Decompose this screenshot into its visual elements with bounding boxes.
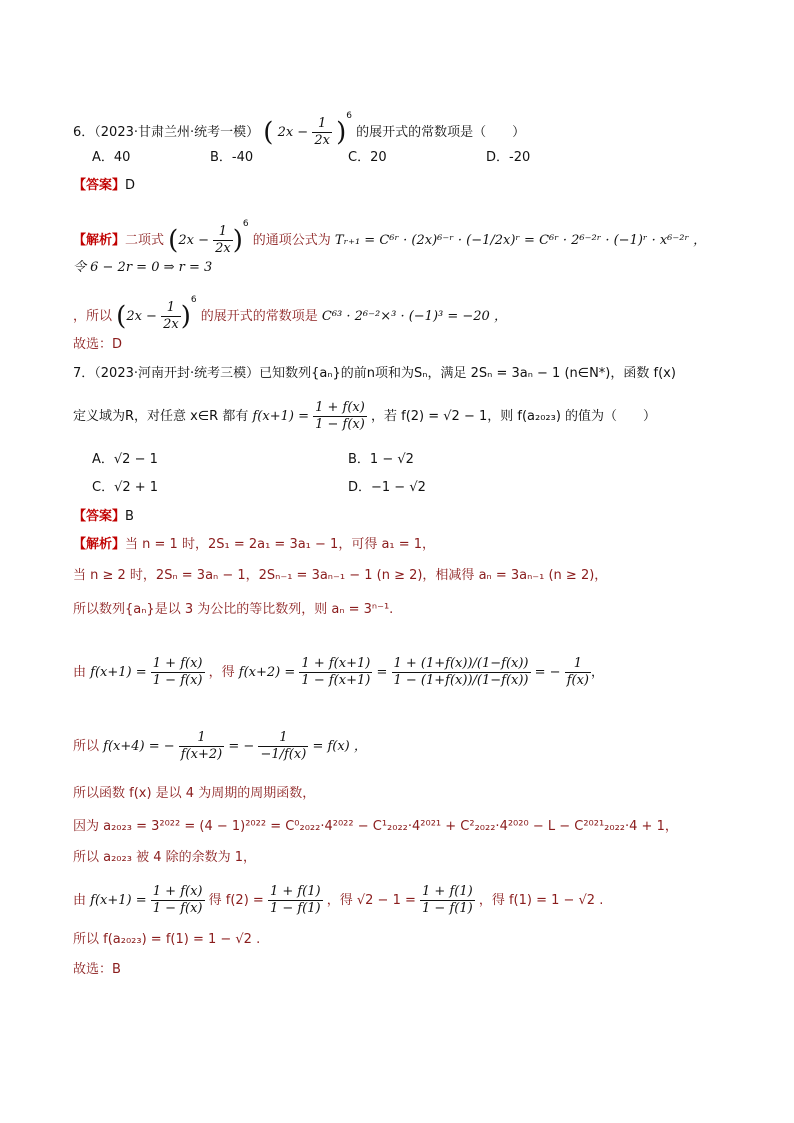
analysis-text: ，所以 xyxy=(73,309,113,324)
analysis-formula: = f(x) ， xyxy=(312,739,367,754)
q7-frac xyxy=(313,400,367,433)
q7-analysis-9 xyxy=(73,884,603,917)
q6-analysis-2 xyxy=(73,258,212,278)
frac-den: 2x xyxy=(314,133,330,148)
analysis-formula: f(x+1) = xyxy=(90,665,147,680)
frac-den: 1 − f(x+1) xyxy=(301,673,371,688)
frac-den: f(x+2) xyxy=(180,747,223,762)
q7-frac-d xyxy=(565,656,591,689)
exp: 6 xyxy=(190,295,197,305)
q6-option-a: A．40 xyxy=(92,150,131,165)
q7-analysis-4: 由 f(x+1) = $\frac{1 + f(x)}{1 - f(x)}$ ，得 f(x+2) = $\frac{1 + f(x+1)}{1 - f(x+1)}$ = $\frac{1 + (1+f(x))/(1-f(x))}{1 - (1+f(x))/(1-f(x))}$ = − $\frac{1}{f(x)}$ ， xyxy=(73,656,605,688)
analysis-text: 当 n = 1 时，2S₁ = 2a₁ = 3a₁ − 1，可得 a₁ = 1， xyxy=(125,537,436,552)
frac-num: 1 + (1+f(x))/(1−f(x)) xyxy=(393,656,529,671)
frac-den: 1 − (1+f(x))/(1−f(x)) xyxy=(393,673,529,688)
analysis-formula: = − xyxy=(534,665,561,680)
analysis-text: 二项式 xyxy=(125,233,165,248)
paren-close: ) xyxy=(180,301,191,332)
q6-frac xyxy=(312,116,332,149)
frac-den: 2x xyxy=(215,241,231,256)
q6-conclusion: 故选：D xyxy=(73,337,123,352)
frac-den: f(x) xyxy=(566,673,589,688)
analysis-text: ，得 f(1) = 1 − √2 . xyxy=(478,893,604,908)
analysis-text: ，得 xyxy=(208,665,235,680)
q6-frac-2 xyxy=(213,224,233,257)
q7-analysis-10: 所以 f(a₂₀₂₃) = f(1) = 1 − √2 . xyxy=(73,932,261,947)
q7-option-a: A．√2 − 1 xyxy=(92,452,158,467)
stem-text: 定义域为R，对任意 x∈R 都有 xyxy=(73,409,249,424)
q7-frac-c xyxy=(392,656,531,689)
q7-frac-i xyxy=(420,884,475,917)
analysis-text: 得 f(2) = xyxy=(208,893,264,908)
analysis-formula: Tᵣ₊₁ = C⁶ʳ · (2x)⁶⁻ʳ · (−1/2x)ʳ = C⁶ʳ · 2⁶⁻²ʳ · (−1)ʳ · x⁶⁻²ʳ ， xyxy=(334,233,707,248)
q7-analysis-8: 所以 a₂₀₂₃ 被 4 除的余数为 1， xyxy=(73,850,257,865)
q7-analysis-1 xyxy=(73,535,435,555)
analysis-text: 所以 xyxy=(73,739,100,754)
exp: 6 xyxy=(242,219,249,229)
q7-analysis-2: 当 n ≥ 2 时，2Sₙ = 3aₙ − 1，2Sₙ₋₁ = 3aₙ₋₁ − 1 (n ≥ 2)，相减得 aₙ = 3aₙ₋₁ (n ≥ 2)， xyxy=(73,568,608,583)
analysis-formula: f(x+4) = − xyxy=(103,739,175,754)
q7-frac-g xyxy=(151,884,205,917)
q6-stem xyxy=(73,106,525,149)
frac-num: 1 xyxy=(179,730,224,747)
frac-num: 1 xyxy=(312,116,332,133)
frac-num: 1 + f(x) xyxy=(152,656,203,671)
q7-frac-e xyxy=(179,730,224,763)
analysis-formula: f(x+1) = xyxy=(90,893,147,908)
frac-num: 1 + f(1) xyxy=(269,884,321,899)
q7-frac-b xyxy=(299,656,372,689)
frac-num: 1 + f(1) xyxy=(422,884,473,899)
frac-den: 1 − f(1) xyxy=(422,901,473,916)
frac-den: 1 − f(x) xyxy=(152,673,203,688)
expr-a: 2x − xyxy=(178,233,209,248)
q7-stem-2 xyxy=(73,400,656,433)
expr-a: 2x − xyxy=(126,309,157,324)
analysis-text: ，得 √2 − 1 = xyxy=(326,893,416,908)
analysis-formula: C⁶³ · 2⁶⁻²×³ · (−1)³ = −20 ， xyxy=(321,309,507,324)
frac-num: 1 + f(x+1) xyxy=(301,656,371,671)
q6-stem-suffix: 的展开式的常数项是（ ） xyxy=(356,125,526,140)
stem-eq: f(x+1) = xyxy=(252,409,309,424)
frac-num: 1 xyxy=(161,300,181,317)
q6-answer xyxy=(73,176,135,196)
paren-open: ( xyxy=(263,117,274,148)
answer-label: 【答案】 xyxy=(73,178,126,193)
frac-num: 1 xyxy=(565,656,591,673)
q7-option-b: B．1 − √2 xyxy=(348,452,414,467)
q7-frac-f xyxy=(258,730,308,763)
q7-option-d: D．−1 − √2 xyxy=(348,480,426,495)
analysis-label: 【解析】 xyxy=(73,537,126,552)
analysis-label: 【解析】 xyxy=(73,233,126,248)
q6-frac-3 xyxy=(161,300,181,333)
analysis-formula: f(x+2) = xyxy=(238,665,296,680)
q7-frac-h xyxy=(268,884,323,917)
q6-stem-prefix: 6．（2023·甘肃兰州·统考一模） xyxy=(73,125,260,140)
analysis-formula: = − xyxy=(228,739,255,754)
frac-den: 1 − f(1) xyxy=(269,901,321,916)
paren-open: ( xyxy=(116,301,127,332)
frac-den: 2x xyxy=(163,317,179,332)
q7-answer xyxy=(73,507,134,527)
q7-analysis-5 xyxy=(73,730,367,763)
analysis-text: 的通项公式为 xyxy=(252,233,331,248)
frac-num: 1 + f(x) xyxy=(152,884,203,899)
frac-den: 1 − f(x) xyxy=(152,901,203,916)
q6-option-c: C．20 xyxy=(348,150,387,165)
analysis-formula: 令 6 − 2r = 0 ⇒ r = 3 xyxy=(73,260,213,275)
frac-num: 1 + f(x) xyxy=(315,400,365,415)
q7-frac-a xyxy=(151,656,205,689)
q6-option-d: D．-20 xyxy=(486,150,531,165)
q7-analysis-3: 所以数列{aₙ}是以 3 为公比的等比数列，则 aₙ = 3ⁿ⁻¹. xyxy=(73,602,394,617)
q7-conclusion: 故选：B xyxy=(73,962,121,977)
answer-label: 【答案】 xyxy=(73,509,126,524)
frac-num: 1 xyxy=(213,224,233,241)
paren-close: ) xyxy=(232,225,243,256)
paren-close: ) xyxy=(336,117,347,148)
analysis-text: 的展开式的常数项是 xyxy=(200,309,318,324)
frac-num: 1 xyxy=(258,730,308,747)
analysis-text: 由 xyxy=(73,893,87,908)
q6-analysis-1 xyxy=(73,214,706,257)
q6-expr-a: 2x − xyxy=(277,125,309,140)
answer-value: B xyxy=(125,509,134,524)
q6-exp: 6 xyxy=(346,111,352,121)
q6-option-b: B．-40 xyxy=(210,150,254,165)
frac-den: 1 − f(x) xyxy=(315,417,365,432)
q7-stem-1: 7．（2023·河南开封·统考三模）已知数列{aₙ}的前n项和为Sₙ，满足 2Sₙ = 3aₙ − 1 (n∈N*)，函数 f(x) xyxy=(73,366,676,381)
q7-analysis-7: 因为 a₂₀₂₃ = 3²⁰²² = (4 − 1)²⁰²² = C⁰₂₀₂₂·4²⁰²² − C¹₂₀₂₂·4²⁰²¹ + C²₂₀₂₂·4²⁰²⁰ − L − C²⁰²¹₂₀₂₂·4 + 1， xyxy=(73,819,678,834)
paren-open: ( xyxy=(168,225,179,256)
analysis-text: 由 xyxy=(73,665,87,680)
answer-value: D xyxy=(125,178,136,193)
frac-den: −1/f(x) xyxy=(260,747,307,762)
q6-analysis-3 xyxy=(73,290,507,333)
q7-analysis-6: 所以函数 f(x) 是以 4 为周期的周期函数， xyxy=(73,786,316,801)
stem-text: ，若 f(2) = √2 − 1，则 f(a₂₀₂₃) 的值为（ ） xyxy=(370,409,657,424)
q7-option-c: C．√2 + 1 xyxy=(92,480,159,495)
